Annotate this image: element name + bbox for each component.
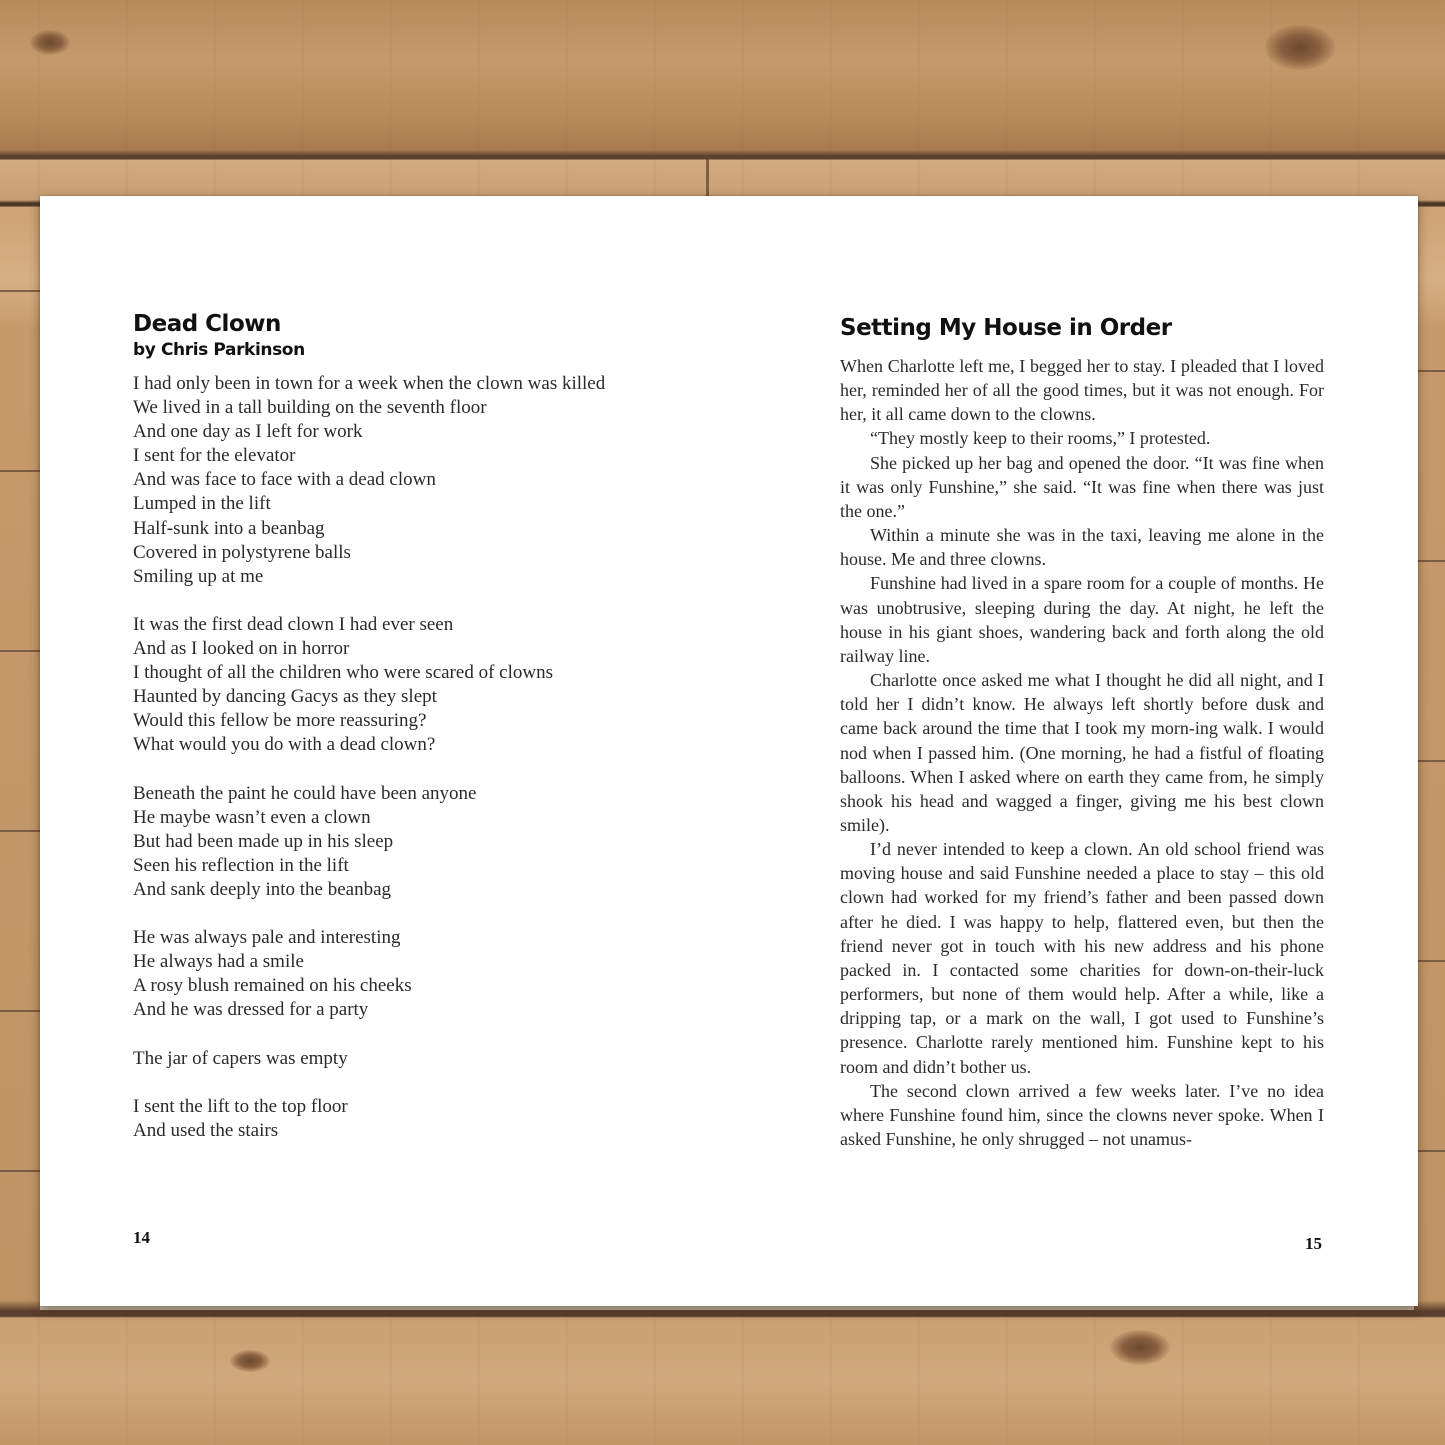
poem-line: He was always pale and interesting bbox=[133, 927, 401, 949]
poem-line: Would this fellow be more reassuring? bbox=[133, 710, 427, 732]
wood-plank-seam bbox=[0, 1170, 40, 1172]
poem-stanza bbox=[133, 1047, 693, 1071]
wood-plank-seam bbox=[1418, 960, 1445, 962]
poem-stanza bbox=[133, 782, 693, 902]
poem-line: Covered in polystyrene balls bbox=[133, 541, 351, 563]
story-paragraph: She picked up her bag and opened the door. “It was fine when it was only Funshine,” she said. “It was fine when there was just the one.” bbox=[840, 452, 1324, 521]
poem-line: What would you do with a dead clown? bbox=[133, 734, 436, 756]
poem-line: It was the first dead clown I had ever seen bbox=[133, 613, 454, 635]
poem-line: A rosy blush remained on his cheeks bbox=[133, 975, 412, 997]
poem-line: But had been made up in his sleep bbox=[133, 830, 394, 852]
story-paragraph: I’d never intended to keep a clown. An old school friend was moving house and said Funshine needed a place to stay – this old clown had worked for my friend’s father and been passed down after he died. I was happy to help, flattered even, but then the friend never got in touch with his new address and his phone packed in. I contacted some charities for down-on-their-luck performers, but none of them would help. After a while, like a dripping tap, or a mark on the wall, I got used to Funshine’s presence. Charlotte rarely mentioned him. Funshine kept to his room and didn’t bother us. bbox=[840, 839, 1324, 1077]
wood-knot bbox=[230, 1350, 270, 1372]
right-page bbox=[729, 196, 1418, 1306]
poem-line: We lived in a tall building on the seventh floor bbox=[133, 397, 487, 419]
page-number: 15 bbox=[1305, 1234, 1322, 1253]
poem-line: Lumped in the lift bbox=[133, 493, 271, 515]
story-paragraph: Within a minute she was in the taxi, leaving me alone in the house. Me and three clowns. bbox=[840, 525, 1324, 570]
poem-line: I sent the lift to the top floor bbox=[133, 1095, 348, 1117]
poem-line: And he was dressed for a party bbox=[133, 999, 369, 1021]
story-body bbox=[840, 354, 1324, 1151]
story-paragraph: Funshine had lived in a spare room for a couple of months. He was unobtrusive, sleeping during the day. At night, he left the house in his giant shoes, wandering back and forth along the old railway line. bbox=[840, 573, 1324, 666]
wood-knot bbox=[1265, 25, 1335, 70]
story-title: Setting My House in Order bbox=[840, 315, 1172, 341]
story-paragraph: When Charlotte left me, I begged her to stay. I pleaded that I loved her, reminded her of all the good times, but it was not enough. For her, it all came down to the clowns. bbox=[840, 356, 1324, 425]
poem-line: Smiling up at me bbox=[133, 565, 264, 587]
poem-stanza bbox=[133, 926, 693, 1022]
wood-plank-seam bbox=[0, 1010, 40, 1012]
poem-stanza bbox=[133, 372, 693, 589]
wood-plank-seam bbox=[0, 290, 40, 292]
poem-byline: by Chris Parkinson bbox=[133, 340, 305, 360]
poem-line: Seen his reflection in the lift bbox=[133, 854, 349, 876]
story-paragraph: The second clown arrived a few weeks later. I’ve no idea where Funshine found him, since the clowns never spoke. When I asked Funshine, he only shrugged – not unamus- bbox=[840, 1080, 1324, 1149]
wood-plank-seam bbox=[1418, 1150, 1445, 1152]
wood-plank-seam bbox=[1418, 760, 1445, 762]
poem-line: Beneath the paint he could have been anyone bbox=[133, 782, 477, 804]
poem-line: And sank deeply into the beanbag bbox=[133, 878, 392, 900]
poem-body bbox=[133, 372, 693, 1143]
wood-plank-seam bbox=[0, 470, 40, 472]
wood-plank-seam bbox=[706, 158, 709, 198]
poem-line: I thought of all the children who were scared of clowns bbox=[133, 662, 553, 684]
wood-knot bbox=[30, 30, 70, 55]
poem-line: And as I looked on in horror bbox=[133, 638, 350, 660]
wood-knot bbox=[1110, 1330, 1170, 1365]
story-paragraph: “They mostly keep to their rooms,” I protested. bbox=[870, 428, 1211, 449]
wood-plank-seam bbox=[1418, 560, 1445, 562]
poem-line: And used the stairs bbox=[133, 1119, 279, 1141]
left-page bbox=[40, 196, 729, 1306]
poem-line: Half-sunk into a beanbag bbox=[133, 517, 325, 539]
poem-title: Dead Clown bbox=[133, 311, 281, 337]
wood-plank-seam bbox=[1418, 370, 1445, 372]
wood-plank-seam bbox=[0, 830, 40, 832]
poem-line: Haunted by dancing Gacys as they slept bbox=[133, 686, 437, 708]
page-number: 14 bbox=[133, 1228, 150, 1247]
wood-plank-seam bbox=[0, 155, 1445, 158]
poem-line: And was face to face with a dead clown bbox=[133, 469, 436, 491]
poem-line: The jar of capers was empty bbox=[133, 1047, 348, 1069]
poem-line: He always had a smile bbox=[133, 951, 304, 973]
poem-stanza bbox=[133, 1095, 693, 1143]
poem-line: He maybe wasn’t even a clown bbox=[133, 806, 371, 828]
poem-line: I sent for the elevator bbox=[133, 445, 296, 467]
story-paragraph: Charlotte once asked me what I thought he did all night, and I told her I didn’t know. He always left shortly before dusk and came back around the time that I took my morn-ing walk. I would nod when I passed him. (One morning, he had a fistful of floating balloons. When I asked where on earth they came from, he simply shook his head and wagged a finger, giving me his best clown smile). bbox=[840, 670, 1324, 835]
wood-plank-seam bbox=[0, 650, 40, 652]
open-book-spread bbox=[40, 196, 1418, 1306]
wood-plank-seam bbox=[0, 1312, 1445, 1315]
poem-line: I had only been in town for a week when the clown was killed bbox=[133, 373, 606, 394]
poem-stanza bbox=[133, 613, 693, 758]
poem-line: And one day as I left for work bbox=[133, 421, 363, 443]
